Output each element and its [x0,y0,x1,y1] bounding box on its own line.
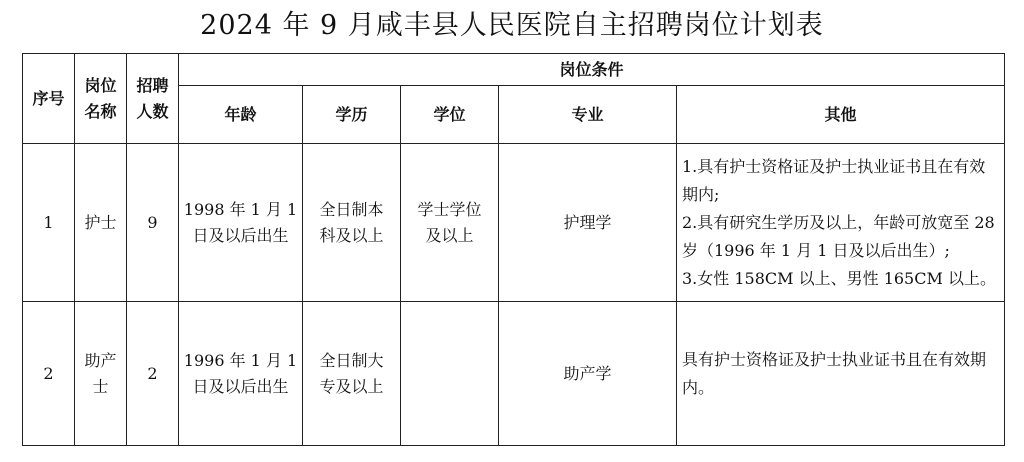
header-degree: 学位 [401,86,499,144]
table-row [23,144,1005,302]
cell-position: 护士 [75,144,127,302]
cell-education: 全日制本 科及以上 [303,144,401,302]
cell-age: 1996 年 1 月 1 日及以后出生 [179,302,303,446]
cell-other: 具有护士资格证及护士执业证书且在有效期 内。 [677,302,1005,446]
header-conditions: 岗位条件 [179,54,1005,86]
header-seq: 序号 [23,54,75,144]
cell-major: 助产学 [499,302,677,446]
header-row-1 [23,54,1005,86]
cell-degree [401,302,499,446]
table-row [23,302,1005,446]
header-position-name: 岗位 名称 [75,54,127,144]
cell-age: 1998 年 1 月 1 日及以后出生 [179,144,303,302]
cell-education: 全日制大 专及以上 [303,302,401,446]
cell-seq: 2 [23,302,75,446]
cell-other: 1.具有护士资格证及护士执业证书且在有效 期内; 2.具有研究生学历及以上，年龄可放宽至 28 岁（1996 年 1 月 1 日及以后出生）; 3.女性 158CM 以上、男性 165CM 以上。 [677,144,1005,302]
cell-count: 9 [127,144,179,302]
cell-major: 护理学 [499,144,677,302]
cell-count: 2 [127,302,179,446]
cell-seq: 1 [23,144,75,302]
header-other: 其他 [677,86,1005,144]
header-recruit-count: 招聘 人数 [127,54,179,144]
cell-position: 助产 士 [75,302,127,446]
header-age: 年龄 [179,86,303,144]
page-title: 2024 年 9 月咸丰县人民医院自主招聘岗位计划表 [200,10,824,41]
recruitment-plan-table [22,53,1005,446]
cell-degree: 学士学位 及以上 [401,144,499,302]
header-major: 专业 [499,86,677,144]
header-education: 学历 [303,86,401,144]
